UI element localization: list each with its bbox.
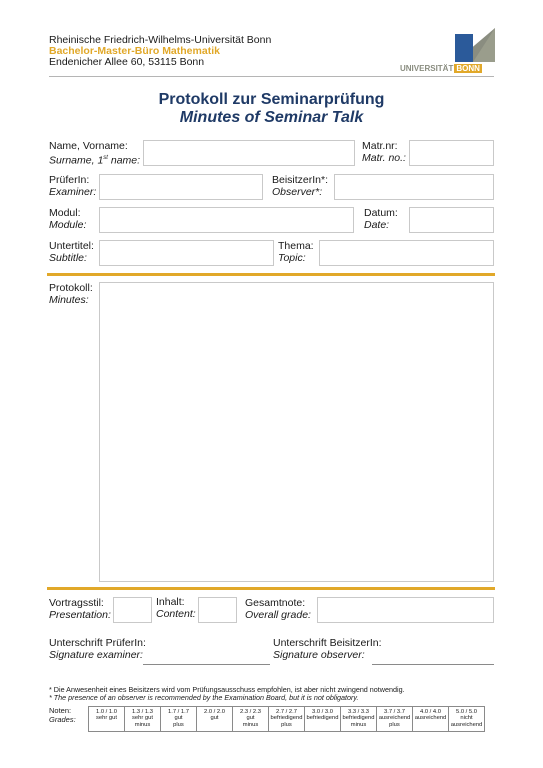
grade-value: 2.3 / 2.3 [240,709,261,715]
content-label: Inhalt: Content: [156,596,196,620]
topic-field[interactable] [319,240,494,266]
grade-extra: ausreichend [450,721,483,728]
logo-text-bonn: BONN [456,64,480,73]
university-name: Rheinische Friedrich-Wilhelms-Universität Bonn [49,34,272,46]
grade-name: gut [246,715,255,722]
header-divider [49,76,494,77]
grade-value: 1.3 / 1.3 [132,709,153,715]
grade-value: 3.0 / 3.0 [312,709,333,715]
grade-extra: plus [173,721,184,728]
overall-grade-field[interactable] [317,597,494,623]
grade-name: ausreichend [378,715,411,722]
signature-observer-label: Unterschrift BeisitzerIn: Signature observer: [273,637,382,661]
grade-cell [161,707,197,732]
grade-value: 1.7 / 1.7 [168,709,189,715]
grade-name: befriedigend [342,715,375,722]
grade-name: gut [210,715,219,722]
grade-extra: plus [389,721,400,728]
footnote-de: * Die Anwesenheit eines Beisitzers wird vom Prüfungsausschuss empfohlen, ist aber nicht zwingend notwendig. [49,685,405,694]
matr-field[interactable] [409,140,494,166]
name-label: Name, Vorname: Surname, 1st name: [49,140,141,166]
grade-cell [413,707,449,732]
date-field[interactable] [409,207,494,233]
grade-extra: minus [242,721,259,728]
observer-field[interactable] [334,174,494,200]
gold-divider-bottom [47,587,495,590]
grade-value: 5.0 / 5.0 [456,709,477,715]
footnote-en: * The presence of an observer is recommended by the Examination Board, but it is not obligatory. [49,693,359,702]
office-address: Endenicher Allee 60, 53115 Bonn [49,56,205,68]
subtitle-label: Untertitel: Subtitle: [49,240,94,264]
grade-cell [449,707,485,732]
minutes-textarea[interactable] [99,282,494,582]
grade-name: befriedigend [270,715,303,722]
grade-value: 2.0 / 2.0 [204,709,225,715]
grade-value: 4.0 / 4.0 [420,709,441,715]
grade-cell [89,707,125,732]
grade-cell [305,707,341,732]
module-label: Modul: Module: [49,207,87,231]
grades-label: Noten: Grades: [49,706,76,724]
grade-name: sehr gut [132,715,153,722]
gold-divider-top [47,273,495,276]
grade-value: 2.7 / 2.7 [276,709,297,715]
presentation-label: Vortragsstil: Presentation: [49,597,111,621]
signature-examiner-line[interactable] [143,664,270,665]
grade-cell [233,707,269,732]
content-field[interactable] [198,597,237,623]
grade-cell [125,707,161,732]
page-title: Protokoll zur Seminarprüfung [158,91,385,108]
grade-cell [377,707,413,732]
observer-label: BeisitzerIn*: Observer*: [272,174,329,198]
grade-name: befriedigend [306,715,339,722]
grade-cell [197,707,233,732]
grade-extra: minus [350,721,367,728]
presentation-field[interactable] [113,597,152,623]
page-subtitle: Minutes of Seminar Talk [179,109,364,126]
logo-text-universitaet: UNIVERSITÄT [400,64,454,73]
name-field[interactable] [143,140,355,166]
university-logo [455,28,495,62]
grade-value: 1.0 / 1.0 [96,709,117,715]
date-label: Datum: Date: [364,207,398,231]
grade-cell [341,707,377,732]
grade-extra: plus [281,721,292,728]
subtitle-field[interactable] [99,240,274,266]
examiner-label: PrüferIn: Examiner: [49,174,97,198]
grade-cell [269,707,305,732]
grade-name: gut [174,715,183,722]
grade-name: ausreichend [414,715,447,722]
grade-extra: minus [134,721,151,728]
module-field[interactable] [99,207,354,233]
overall-grade-label: Gesamtnote: Overall grade: [245,597,311,621]
signature-examiner-label: Unterschrift PrüferIn: Signature examiner: [49,637,146,661]
signature-observer-line[interactable] [372,664,494,665]
office-name: Bachelor-Master-Büro Mathematik [49,45,220,57]
grade-name: sehr gut [96,715,117,722]
topic-label: Thema: Topic: [278,240,314,264]
grade-value: 3.7 / 3.7 [384,709,405,715]
grade-name: nicht [460,715,473,722]
examiner-field[interactable] [99,174,263,200]
grade-scale-table [88,706,485,732]
minutes-label: Protokoll: Minutes: [49,282,93,306]
matr-label: Matr.nr: Matr. no.: [362,140,406,164]
grade-value: 3.3 / 3.3 [348,709,369,715]
